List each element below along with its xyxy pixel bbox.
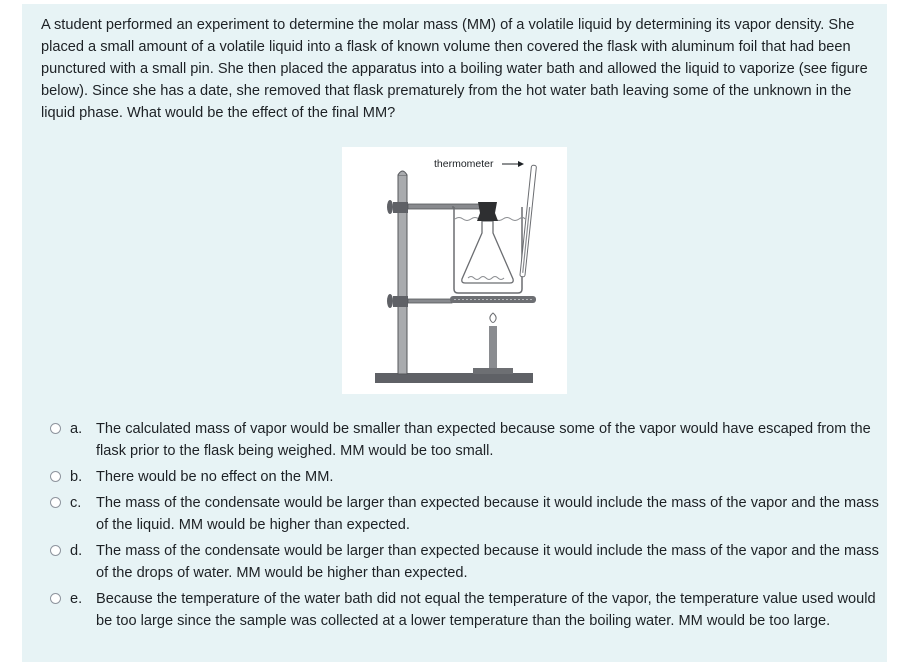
answer-letter: a. [70,421,83,437]
answer-option-b[interactable] [50,466,885,488]
answer-option-c[interactable] [50,492,885,536]
answer-letter: c. [70,495,82,511]
answer-options [50,418,885,636]
flame [490,313,496,323]
answer-text: The mass of the condensate would be larger than expected because it would include the mass of the vapor and the mass of the liquid. MM would be higher than expected. [96,495,879,533]
answer-text: The calculated mass of vapor would be smaller than expected because some of the vapor would have escaped from the flask prior to the flask being weighed. MM would be too small. [96,421,871,459]
answer-option-d[interactable] [50,540,885,584]
upper-clamp [393,202,408,213]
answer-option-a[interactable] [50,418,885,462]
thermometer-label: thermometer [434,158,494,170]
radio-button-a[interactable] [50,423,61,434]
lower-clamp-knob [387,294,393,308]
radio-button-e[interactable] [50,593,61,604]
question-text: A student performed an experiment to determine the molar mass (MM) of a volatile liquid by determining its vapor density. She placed a small amount of a volatile liquid into a flask of known volume then covered the flask with aluminum foil that had been punctured with a small pin. She then placed the apparatus into a boiling water bath and allowed the liquid to vaporize (see figure below). Since she has a date, she removed that flask prematurely from the hot water bath leaving some of the unknown in the liquid phase. What would be the effect of the final MM? [41,17,868,121]
burner-tube [489,326,497,372]
flask [462,221,513,283]
radio-button-b[interactable] [50,471,61,482]
answer-letter: d. [70,543,83,559]
lower-clamp-arm [408,299,452,303]
question-panel [22,4,887,662]
upper-clamp-knob [387,200,393,214]
burner-base [473,368,513,374]
upper-clamp-arm [408,204,490,209]
answer-letter: e. [70,591,83,607]
lower-clamp [393,296,408,307]
radio-button-c[interactable] [50,497,61,508]
answer-letter: b. [70,469,83,485]
answer-text: The mass of the condensate would be larger than expected because it would include the mass of the vapor and the mass of the drops of water. MM would be higher than expected. [96,543,879,581]
radio-button-d[interactable] [50,545,61,556]
answer-text: Because the temperature of the water bath did not equal the temperature of the vapor, the temperature value used would be too large since the sample was collected at a lower temperature than the boiling water. MM would be too large. [96,591,876,629]
apparatus-diagram [342,147,567,394]
apparatus-figure [342,147,567,394]
answer-option-e[interactable] [50,588,885,632]
foil-cap [477,202,498,221]
answer-text: There would be no effect on the MM. [96,469,334,485]
